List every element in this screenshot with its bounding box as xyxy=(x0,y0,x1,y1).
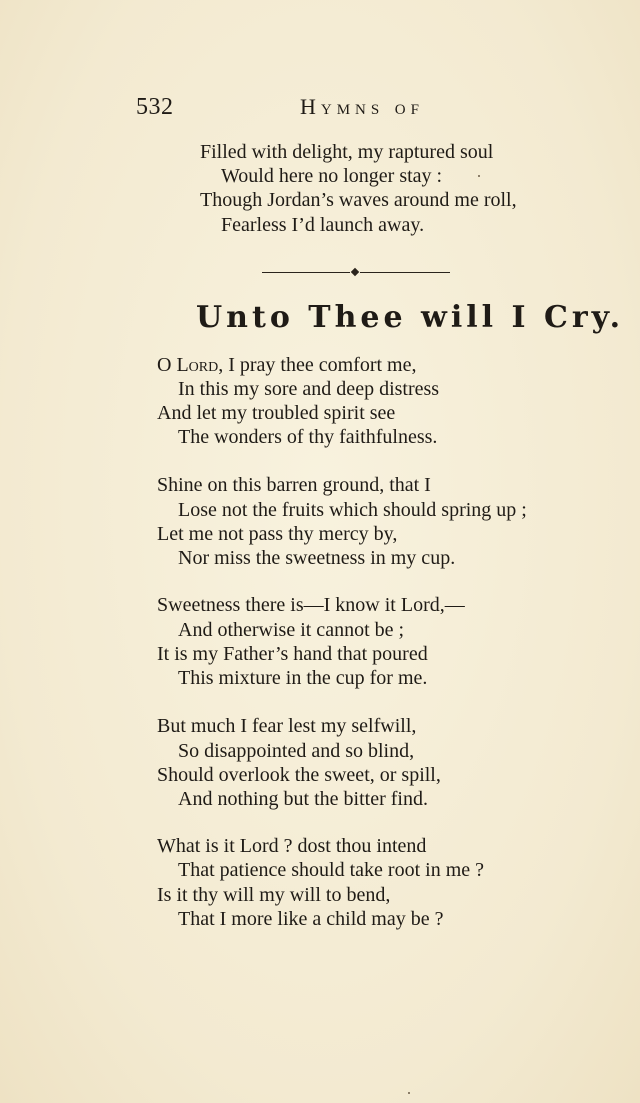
page-number: 532 xyxy=(136,94,174,120)
diamond-ornament-icon xyxy=(351,268,359,276)
stanza-1-line-3: And let my troubled spirit see xyxy=(157,402,396,424)
stanza-4-line-1: But much I fear lest my selfwill, xyxy=(157,715,417,737)
stanza-1-line-4: The wonders of thy faithfulness. xyxy=(178,426,438,448)
stanza-2-line-4: Nor miss the sweetness in my cup. xyxy=(178,547,456,569)
poem-line: Fearless I’d launch away. xyxy=(221,214,425,236)
stanza-3-line-1: Sweetness there is—I know it Lord,— xyxy=(157,594,465,616)
running-head: Hymns of xyxy=(300,94,424,119)
text-run: O xyxy=(157,354,177,376)
stanza-2-line-2: Lose not the fruits which should spring up ; xyxy=(178,499,527,521)
stanza-5-line-2: That patience should take root in me ? xyxy=(178,859,485,881)
stanza-3-line-2: And otherwise it cannot be ; xyxy=(178,619,405,641)
stanza-3-line-4: This mixture in the cup for me. xyxy=(178,667,428,689)
small-caps-word: Lord xyxy=(176,354,219,376)
poem-line: Though Jordan’s waves around me roll, xyxy=(200,189,517,211)
stanza-1-line-1 xyxy=(157,353,417,377)
stanza-2-line-3: Let me not pass thy mercy by, xyxy=(157,523,398,545)
stanza-3-line-3: It is my Father’s hand that poured xyxy=(157,643,428,665)
stanza-1-line-2: In this my sore and deep distress xyxy=(178,378,440,400)
section-divider-ornament xyxy=(262,270,450,276)
stanza-4-line-2: So disappointed and so blind, xyxy=(178,740,415,762)
hymn-title: Unto Thee will I Cry. xyxy=(196,300,625,335)
paper-speck xyxy=(478,175,480,177)
poem-line: Would here no longer stay : xyxy=(221,165,443,187)
divider-rule xyxy=(262,272,350,273)
poem-line: Filled with delight, my raptured soul xyxy=(200,141,494,163)
stanza-5-line-1: What is it Lord ? dost thou intend xyxy=(157,835,427,857)
divider-rule xyxy=(360,272,450,273)
paper-speck xyxy=(408,1092,410,1094)
text-run: , I pray thee comfort me, xyxy=(218,354,417,376)
stanza-5-line-3: Is it thy will my will to bend, xyxy=(157,884,391,906)
stanza-5-line-4: That I more like a child may be ? xyxy=(178,908,444,930)
stanza-4-line-3: Should overlook the sweet, or spill, xyxy=(157,764,441,786)
stanza-2-line-1: Shine on this barren ground, that I xyxy=(157,474,431,496)
stanza-4-line-4: And nothing but the bitter find. xyxy=(178,788,428,810)
